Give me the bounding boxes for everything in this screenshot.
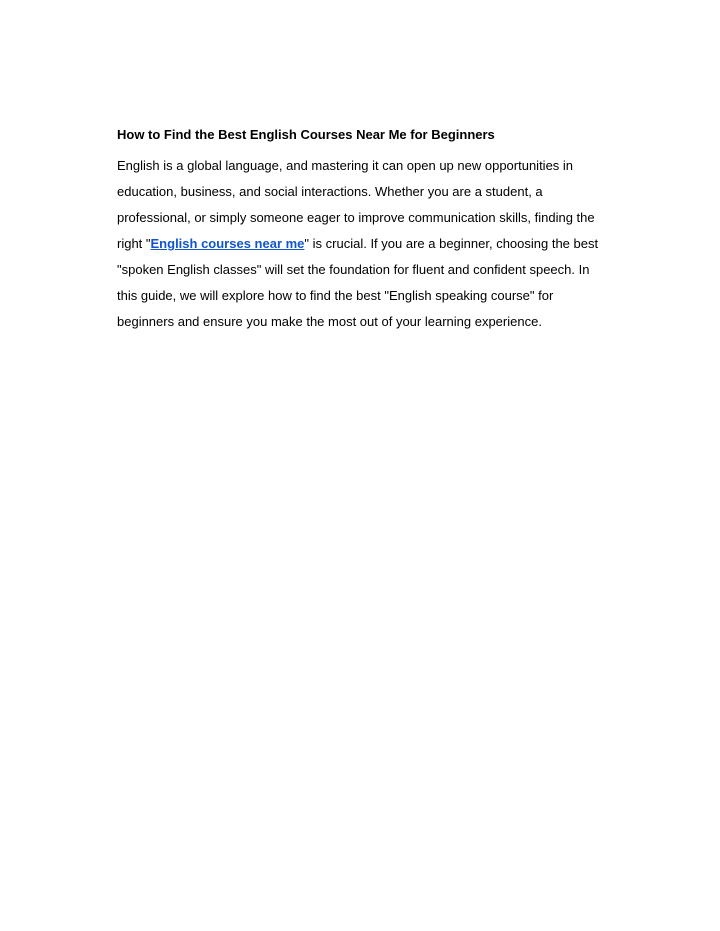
paragraph-text-after-link: " is crucial. If you are a beginner, choosing the best "spoken English classes" will set the foundation for fluent and confident speech. In this guide, we will explore how to find the best "English speaking course" for beginners and ensure you make the most out of your learning experience.	[117, 236, 599, 329]
paragraph-text-before-link: English is a global language, and mastering it can open up new opportunities in education, business, and social interactions. Whether you are a student, a professional, or simply someone eager to improve communication skills, finding the right "	[117, 158, 595, 251]
document-title: How to Find the Best English Courses Near Me for Beginners	[117, 127, 495, 142]
intro-paragraph	[117, 153, 607, 335]
english-courses-link[interactable]: English courses near me	[150, 236, 305, 251]
document-content	[117, 126, 607, 335]
